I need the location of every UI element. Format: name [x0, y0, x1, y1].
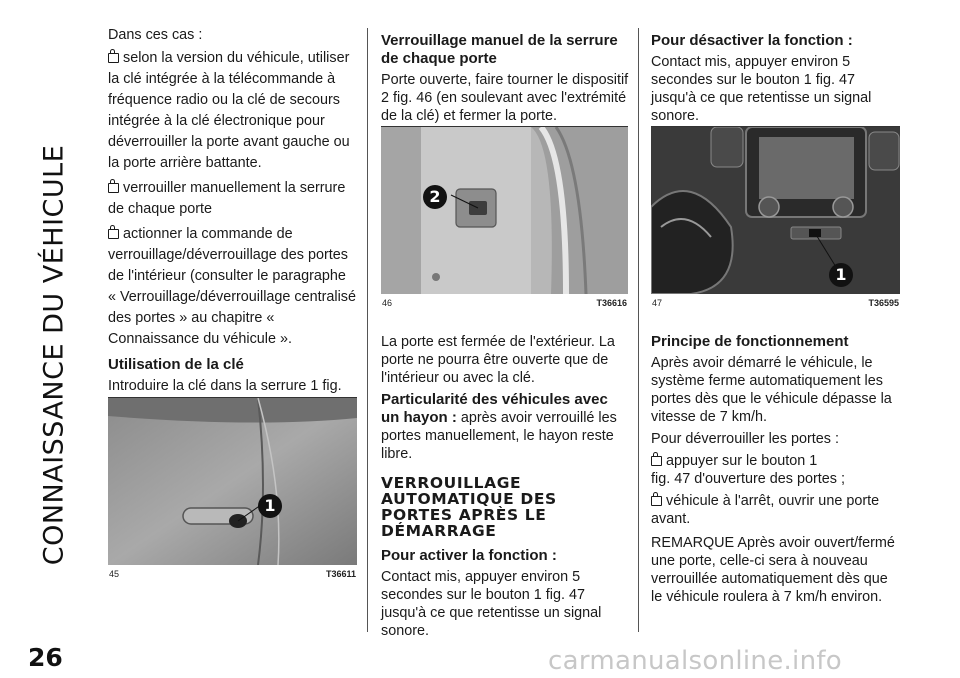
- section-title: VERROUILLAGE AUTOMATIQUE DES PORTES APRÈS LE DÉMARRAGE: [381, 474, 557, 540]
- chapter-side-title: CONNAISSANCE DU VÉHICULE: [38, 144, 70, 566]
- sub-heading: Pour activer la fonction :: [381, 547, 557, 564]
- paragraph: Après avoir démarré le véhicule, le système ferme automatiquement les portes dès que le véhicule dépasse la vitesse de 7 km/h.: [651, 355, 892, 425]
- key-bullet-icon: [651, 456, 662, 466]
- door-lock-image: [381, 127, 628, 294]
- remark-paragraph: REMARQUE Après avoir ouvert/fermé une porte, celle-ci sera à nouveau verrouillée automatiquement dès que le véhicule roulera à 7 km/h environ.: [651, 535, 895, 605]
- figure-number: 45: [109, 569, 120, 579]
- door-handle-image: [108, 398, 357, 565]
- figure-caption: [108, 565, 357, 581]
- column-3: [651, 26, 899, 610]
- list-item: selon la version du véhicule, utiliser la clé intégrée à la télécommande à fréquence radio ou la clé de secours intégrée à la clé électronique pour déverrouiller la porte avant gauche ou la porte arrière battante.: [108, 50, 350, 171]
- section-heading: Principe de fonctionnement: [651, 333, 849, 350]
- section-heading: Pour désactiver la fonction :: [651, 32, 853, 49]
- list-item: verrouiller manuellement la serrure de chaque porte: [108, 180, 346, 217]
- paragraph: Contact mis, appuyer environ 5 secondes sur le bouton 1 fig. 47 jusqu'à ce que retentisse un signal sonore.: [651, 54, 872, 124]
- section-heading: Verrouillage manuel de la serrure de chaque porte: [381, 32, 618, 67]
- list-item: véhicule à l'arrêt, ouvrir une porte: [651, 492, 899, 510]
- callout-badge: 1: [829, 263, 853, 287]
- paragraph: Particularité des véhicules avec un hayon : après avoir verrouillé les portes manuellement, le hayon reste libre.: [381, 391, 617, 462]
- figure-45: [108, 397, 357, 581]
- figure-caption: [651, 294, 900, 310]
- figure-47: [651, 126, 900, 310]
- list-item: actionner la commande de verrouillage/déverrouillage des portes de l'intérieur (consulter le paragraphe « Verrouillage/déverrouillage centralisé des portes » au chapitre « Connaissance du véhicule ».: [108, 226, 356, 347]
- key-bullet-icon: [108, 183, 119, 193]
- column-2: [381, 26, 629, 644]
- callout-badge: 1: [258, 494, 282, 518]
- callout-badge: 2: [423, 185, 447, 209]
- paragraph: Contact mis, appuyer environ 5 secondes sur le bouton 1 fig. 47 jusqu'à ce que retentisse un signal sonore.: [381, 569, 602, 639]
- key-bullet-icon: [108, 229, 119, 239]
- figure-number: 46: [382, 298, 393, 308]
- watermark: carmanualsonline.info: [548, 646, 843, 676]
- figure-code: T36595: [868, 298, 899, 308]
- column-divider: [367, 28, 368, 632]
- figure-46: [381, 126, 628, 310]
- figure-number: 47: [652, 298, 663, 308]
- figure-code: T36616: [596, 298, 627, 308]
- paragraph: Introduire la clé dans la serrure 1 fig.: [108, 378, 342, 394]
- list-item: appuyer sur le bouton 1: [651, 452, 899, 470]
- list-item-continuation: avant.: [651, 511, 691, 527]
- bold-lead: Particularité des véhicules avec un hayon :: [381, 391, 608, 426]
- figure-caption: [381, 294, 628, 310]
- key-bullet-icon: [651, 496, 662, 506]
- intro-text: Dans ces cas :: [108, 27, 203, 43]
- section-heading: Utilisation de la clé: [108, 356, 244, 373]
- paragraph: La porte est fermée de l'extérieur. La porte ne pourra être ouverte que de l'intérieur ou avec la clé.: [381, 334, 615, 386]
- key-bullet-icon: [108, 53, 119, 63]
- dashboard-image: [651, 127, 900, 294]
- column-divider: [638, 28, 639, 632]
- figure-code: T36611: [325, 569, 356, 579]
- page-number: 26: [28, 643, 63, 672]
- paragraph: Pour déverrouiller les portes :: [651, 431, 839, 447]
- paragraph: Porte ouverte, faire tourner le dispositif 2 fig. 46 (en soulevant avec l'extrémité de la clé) et fermer la porte.: [381, 72, 629, 124]
- list-item-continuation: fig. 47 d'ouverture des portes ;: [651, 471, 845, 487]
